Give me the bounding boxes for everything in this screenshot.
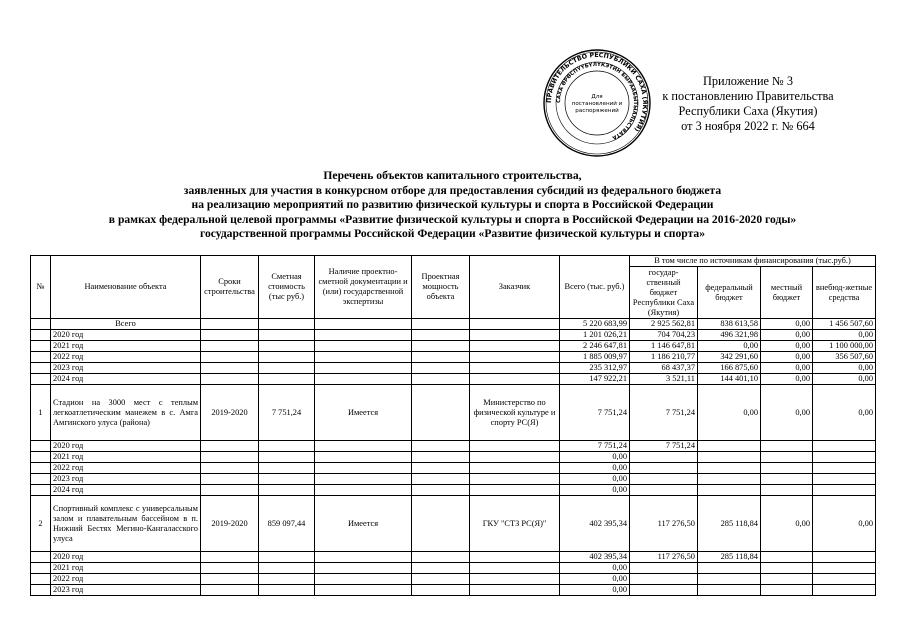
- year-cell: 2022 год: [51, 574, 201, 585]
- federal-cell: 166 875,60: [698, 363, 761, 374]
- header-regional: государ-ственный бюджет Республики Саха (Якутия): [630, 267, 698, 319]
- offbudget-cell: [813, 485, 876, 496]
- summary-label: Всего: [51, 319, 201, 330]
- header-federal: федеральный бюджет: [698, 267, 761, 319]
- offbudget-cell: [813, 574, 876, 585]
- appendix-block: [648, 74, 848, 134]
- empty-cell: [412, 585, 470, 596]
- header-offbudget: внебюд-жетные средства: [813, 267, 876, 319]
- total-cell: 402 395,34: [560, 552, 630, 563]
- empty-cell: [259, 352, 315, 363]
- title-line: Перечень объектов капитального строительства,: [323, 169, 582, 182]
- object-customer: Министерство по физической культуре и спорту РС(Я): [470, 385, 560, 441]
- table-row: [31, 374, 876, 385]
- empty-cell: [201, 441, 259, 452]
- empty-cell: [412, 574, 470, 585]
- regional-cell: [630, 585, 698, 596]
- federal-cell: 285 118,84: [698, 552, 761, 563]
- empty-cell: [412, 441, 470, 452]
- empty-cell: [315, 452, 412, 463]
- num-cell: [31, 574, 51, 585]
- federal-cell: 0,00: [698, 341, 761, 352]
- regional-cell: 117 276,50: [630, 552, 698, 563]
- svg-text:Для: Для: [591, 94, 603, 100]
- empty-cell: [412, 363, 470, 374]
- empty-cell: [470, 319, 560, 330]
- offbudget-cell: [813, 563, 876, 574]
- empty-cell: [201, 463, 259, 474]
- num-cell: [31, 463, 51, 474]
- local-cell: [761, 463, 813, 474]
- svg-text:постановлений и: постановлений и: [571, 101, 623, 107]
- empty-cell: [412, 319, 470, 330]
- empty-cell: [470, 474, 560, 485]
- empty-cell: [201, 485, 259, 496]
- title-line: государственной программы Российской Федерации «Развитие физической культуры и спорта»: [199, 227, 706, 241]
- empty-cell: [470, 330, 560, 341]
- empty-cell: [259, 363, 315, 374]
- local-cell: [761, 563, 813, 574]
- empty-cell: [259, 563, 315, 574]
- empty-cell: [315, 441, 412, 452]
- offbudget-cell: 0,00: [813, 363, 876, 374]
- total-cell: 402 395,34: [560, 496, 630, 552]
- object-period: 2019-2020: [201, 496, 259, 552]
- local-cell: 0,00: [761, 385, 813, 441]
- object-row: [31, 496, 876, 552]
- empty-cell: [315, 474, 412, 485]
- year-cell: 2023 год: [51, 585, 201, 596]
- empty-cell: [470, 552, 560, 563]
- empty-cell: [470, 485, 560, 496]
- offbudget-cell: [813, 585, 876, 596]
- year-cell: 2020 год: [51, 330, 201, 341]
- year-cell: 2023 год: [51, 474, 201, 485]
- object-docs: Имеется: [315, 496, 412, 552]
- appendix-line: от 3 ноября 2022 г. № 664: [681, 119, 815, 133]
- official-seal: [542, 48, 652, 158]
- empty-cell: [201, 341, 259, 352]
- header-customer: Заказчик: [470, 256, 560, 319]
- total-cell: 0,00: [560, 452, 630, 463]
- num-cell: [31, 330, 51, 341]
- empty-cell: [315, 330, 412, 341]
- empty-cell: [470, 441, 560, 452]
- regional-cell: 7 751,24: [630, 385, 698, 441]
- offbudget-cell: [813, 452, 876, 463]
- local-cell: 0,00: [761, 363, 813, 374]
- total-cell: 0,00: [560, 585, 630, 596]
- local-cell: 0,00: [761, 319, 813, 330]
- empty-cell: [201, 552, 259, 563]
- empty-cell: [201, 563, 259, 574]
- local-cell: 0,00: [761, 496, 813, 552]
- object-customer: ГКУ "СТЗ РС(Я)": [470, 496, 560, 552]
- offbudget-cell: [813, 474, 876, 485]
- regional-cell: 1 186 210,77: [630, 352, 698, 363]
- header-cost: Сметная стоимость (тыс руб.): [259, 256, 315, 319]
- empty-cell: [315, 352, 412, 363]
- total-cell: 7 751,24: [560, 385, 630, 441]
- empty-cell: [259, 452, 315, 463]
- year-cell: 2020 год: [51, 441, 201, 452]
- object-cost: 859 097,44: [259, 496, 315, 552]
- regional-cell: [630, 463, 698, 474]
- empty-cell: [470, 563, 560, 574]
- empty-cell: [412, 452, 470, 463]
- table-row: [31, 452, 876, 463]
- federal-cell: [698, 485, 761, 496]
- federal-cell: 285 118,84: [698, 496, 761, 552]
- empty-cell: [470, 352, 560, 363]
- empty-cell: [315, 374, 412, 385]
- empty-cell: [259, 574, 315, 585]
- offbudget-cell: 356 507,60: [813, 352, 876, 363]
- object-capacity: [412, 385, 470, 441]
- empty-cell: [259, 485, 315, 496]
- table-row: [31, 474, 876, 485]
- empty-cell: [470, 452, 560, 463]
- title-line: заявленных для участия в конкурсном отборе для предоставления субсидий из федерального бюджета: [183, 183, 722, 197]
- table-row: [31, 341, 876, 352]
- table-row: [31, 485, 876, 496]
- header-total: Всего (тыс. руб.): [560, 256, 630, 319]
- federal-cell: [698, 563, 761, 574]
- num-cell: [31, 363, 51, 374]
- empty-cell: [412, 463, 470, 474]
- object-name: Спортивный комплекс с универсальным залом и плавательным бассейном в п. Нижний Бестях Мегино-Кангаласского улуса: [51, 496, 201, 552]
- local-cell: [761, 485, 813, 496]
- offbudget-cell: 1 100 000,00: [813, 341, 876, 352]
- svg-text:САХА ӨРӨСПҮҮБҮЛҮКЭТИН БЫРААБЫТ: САХА ӨРӨСПҮҮБҮЛҮКЭТИН БЫРААБЫТЫАЛЬСТВАТА: [555, 61, 639, 141]
- empty-cell: [315, 574, 412, 585]
- offbudget-cell: 0,00: [813, 330, 876, 341]
- regional-cell: 7 751,24: [630, 441, 698, 452]
- total-cell: 235 312,97: [560, 363, 630, 374]
- num-cell: [31, 452, 51, 463]
- empty-cell: [470, 363, 560, 374]
- empty-cell: [201, 374, 259, 385]
- year-cell: 2024 год: [51, 485, 201, 496]
- object-row: [31, 385, 876, 441]
- year-cell: 2024 год: [51, 374, 201, 385]
- empty-cell: [315, 552, 412, 563]
- regional-cell: [630, 563, 698, 574]
- regional-cell: 2 925 562,81: [630, 319, 698, 330]
- svg-text:распоряжений: распоряжений: [575, 108, 619, 114]
- empty-cell: [412, 341, 470, 352]
- offbudget-cell: [813, 552, 876, 563]
- empty-cell: [201, 363, 259, 374]
- empty-cell: [470, 585, 560, 596]
- offbudget-cell: 0,00: [813, 385, 876, 441]
- federal-cell: [698, 463, 761, 474]
- total-cell: 0,00: [560, 563, 630, 574]
- empty-cell: [201, 330, 259, 341]
- empty-cell: [412, 474, 470, 485]
- table-row: [31, 585, 876, 596]
- year-cell: 2022 год: [51, 352, 201, 363]
- regional-cell: [630, 452, 698, 463]
- empty-cell: [470, 463, 560, 474]
- table-row: [31, 330, 876, 341]
- table-row: [31, 463, 876, 474]
- num-cell: [31, 319, 51, 330]
- table-row: [31, 574, 876, 585]
- local-cell: [761, 585, 813, 596]
- object-name: Стадион на 3000 мест с теплым легкоатлетическим манежем в с. Амга Амгинского улуса (района): [51, 385, 201, 441]
- empty-cell: [412, 374, 470, 385]
- local-cell: [761, 452, 813, 463]
- table-row: [31, 563, 876, 574]
- empty-cell: [201, 574, 259, 585]
- object-cost: 7 751,24: [259, 385, 315, 441]
- num-cell: [31, 485, 51, 496]
- num-cell: [31, 563, 51, 574]
- empty-cell: [259, 441, 315, 452]
- federal-cell: [698, 574, 761, 585]
- regional-cell: 704 704,23: [630, 330, 698, 341]
- year-cell: 2020 год: [51, 552, 201, 563]
- total-cell: 1 201 026,21: [560, 330, 630, 341]
- federal-cell: [698, 585, 761, 596]
- local-cell: [761, 552, 813, 563]
- empty-cell: [315, 341, 412, 352]
- num-cell: [31, 552, 51, 563]
- local-cell: [761, 474, 813, 485]
- header-name: Наименование объекта: [51, 256, 201, 319]
- empty-cell: [470, 374, 560, 385]
- empty-cell: [201, 452, 259, 463]
- empty-cell: [201, 319, 259, 330]
- appendix-line: Республики Саха (Якутия): [678, 104, 818, 118]
- empty-cell: [201, 352, 259, 363]
- year-cell: 2021 год: [51, 341, 201, 352]
- total-cell: 0,00: [560, 574, 630, 585]
- empty-cell: [259, 474, 315, 485]
- empty-cell: [201, 474, 259, 485]
- total-cell: 5 220 683,99: [560, 319, 630, 330]
- local-cell: [761, 574, 813, 585]
- regional-cell: 3 521,11: [630, 374, 698, 385]
- federal-cell: 496 321,98: [698, 330, 761, 341]
- regional-cell: 1 146 647,81: [630, 341, 698, 352]
- regional-cell: [630, 485, 698, 496]
- local-cell: [761, 441, 813, 452]
- header-docs: Наличие проектно-сметной документации и (или) государственной экспертизы: [315, 256, 412, 319]
- total-cell: 0,00: [560, 463, 630, 474]
- empty-cell: [412, 552, 470, 563]
- header-sources-group: В том числе по источникам финансирования (тыс.руб.): [630, 256, 876, 267]
- federal-cell: 144 401,10: [698, 374, 761, 385]
- document-title: [0, 169, 905, 242]
- table-row: [31, 441, 876, 452]
- total-cell: 1 885 009,97: [560, 352, 630, 363]
- total-cell: 147 922,21: [560, 374, 630, 385]
- table-row: [31, 363, 876, 374]
- local-cell: 0,00: [761, 374, 813, 385]
- year-cell: 2022 год: [51, 463, 201, 474]
- empty-cell: [259, 341, 315, 352]
- federal-cell: 838 613,58: [698, 319, 761, 330]
- total-cell: 7 751,24: [560, 441, 630, 452]
- svg-text:ПРАВИТЕЛЬСТВО РЕСПУБЛИКИ САХА: ПРАВИТЕЛЬСТВО РЕСПУБЛИКИ САХА (ЯКУТИЯ): [545, 51, 649, 133]
- table-row: [31, 352, 876, 363]
- empty-cell: [412, 485, 470, 496]
- title-line: в рамках федеральной целевой программы «Развитие физической культуры и спорта в Российской Федерации на 2016-2020 годы»: [108, 212, 797, 226]
- empty-cell: [315, 585, 412, 596]
- total-cell: 0,00: [560, 474, 630, 485]
- num-cell: [31, 352, 51, 363]
- num-cell: [31, 585, 51, 596]
- empty-cell: [470, 341, 560, 352]
- header-num: №: [31, 256, 51, 319]
- federal-cell: 0,00: [698, 385, 761, 441]
- num-cell: [31, 474, 51, 485]
- empty-cell: [470, 574, 560, 585]
- appendix-line: Приложение № 3: [702, 74, 794, 88]
- local-cell: 0,00: [761, 352, 813, 363]
- year-cell: 2021 год: [51, 452, 201, 463]
- empty-cell: [412, 352, 470, 363]
- title-line: на реализацию мероприятий по развитию физической культуры и спорта в Российской Федерации: [191, 198, 714, 212]
- offbudget-cell: 0,00: [813, 496, 876, 552]
- empty-cell: [259, 463, 315, 474]
- appendix-line: к постановлению Правительства: [662, 89, 834, 103]
- year-cell: 2021 год: [51, 563, 201, 574]
- num-cell: [31, 441, 51, 452]
- num-cell: [31, 374, 51, 385]
- federal-cell: 342 291,60: [698, 352, 761, 363]
- empty-cell: [259, 374, 315, 385]
- local-cell: 0,00: [761, 330, 813, 341]
- local-cell: 0,00: [761, 341, 813, 352]
- num-cell: [31, 341, 51, 352]
- objects-table: [30, 255, 876, 596]
- total-cell: 2 246 647,81: [560, 341, 630, 352]
- regional-cell: [630, 474, 698, 485]
- summary-row: [31, 319, 876, 330]
- empty-cell: [259, 330, 315, 341]
- empty-cell: [315, 319, 412, 330]
- offbudget-cell: [813, 441, 876, 452]
- federal-cell: [698, 441, 761, 452]
- offbudget-cell: [813, 463, 876, 474]
- header-capacity: Проектная мощность объекта: [412, 256, 470, 319]
- object-period: 2019-2020: [201, 385, 259, 441]
- empty-cell: [315, 363, 412, 374]
- federal-cell: [698, 474, 761, 485]
- object-num: 2: [31, 496, 51, 552]
- empty-cell: [412, 330, 470, 341]
- object-capacity: [412, 496, 470, 552]
- regional-cell: [630, 574, 698, 585]
- table-row: [31, 552, 876, 563]
- empty-cell: [315, 563, 412, 574]
- empty-cell: [201, 585, 259, 596]
- year-cell: 2023 год: [51, 363, 201, 374]
- empty-cell: [315, 485, 412, 496]
- offbudget-cell: 1 456 507,60: [813, 319, 876, 330]
- header-local: местный бюджет: [761, 267, 813, 319]
- empty-cell: [259, 552, 315, 563]
- offbudget-cell: 0,00: [813, 374, 876, 385]
- object-num: 1: [31, 385, 51, 441]
- table-body: [31, 319, 876, 596]
- empty-cell: [259, 585, 315, 596]
- federal-cell: [698, 452, 761, 463]
- object-docs: Имеется: [315, 385, 412, 441]
- empty-cell: [315, 463, 412, 474]
- total-cell: 0,00: [560, 485, 630, 496]
- header-period: Сроки строительства: [201, 256, 259, 319]
- regional-cell: 68 437,37: [630, 363, 698, 374]
- regional-cell: 117 276,50: [630, 496, 698, 552]
- empty-cell: [412, 563, 470, 574]
- empty-cell: [259, 319, 315, 330]
